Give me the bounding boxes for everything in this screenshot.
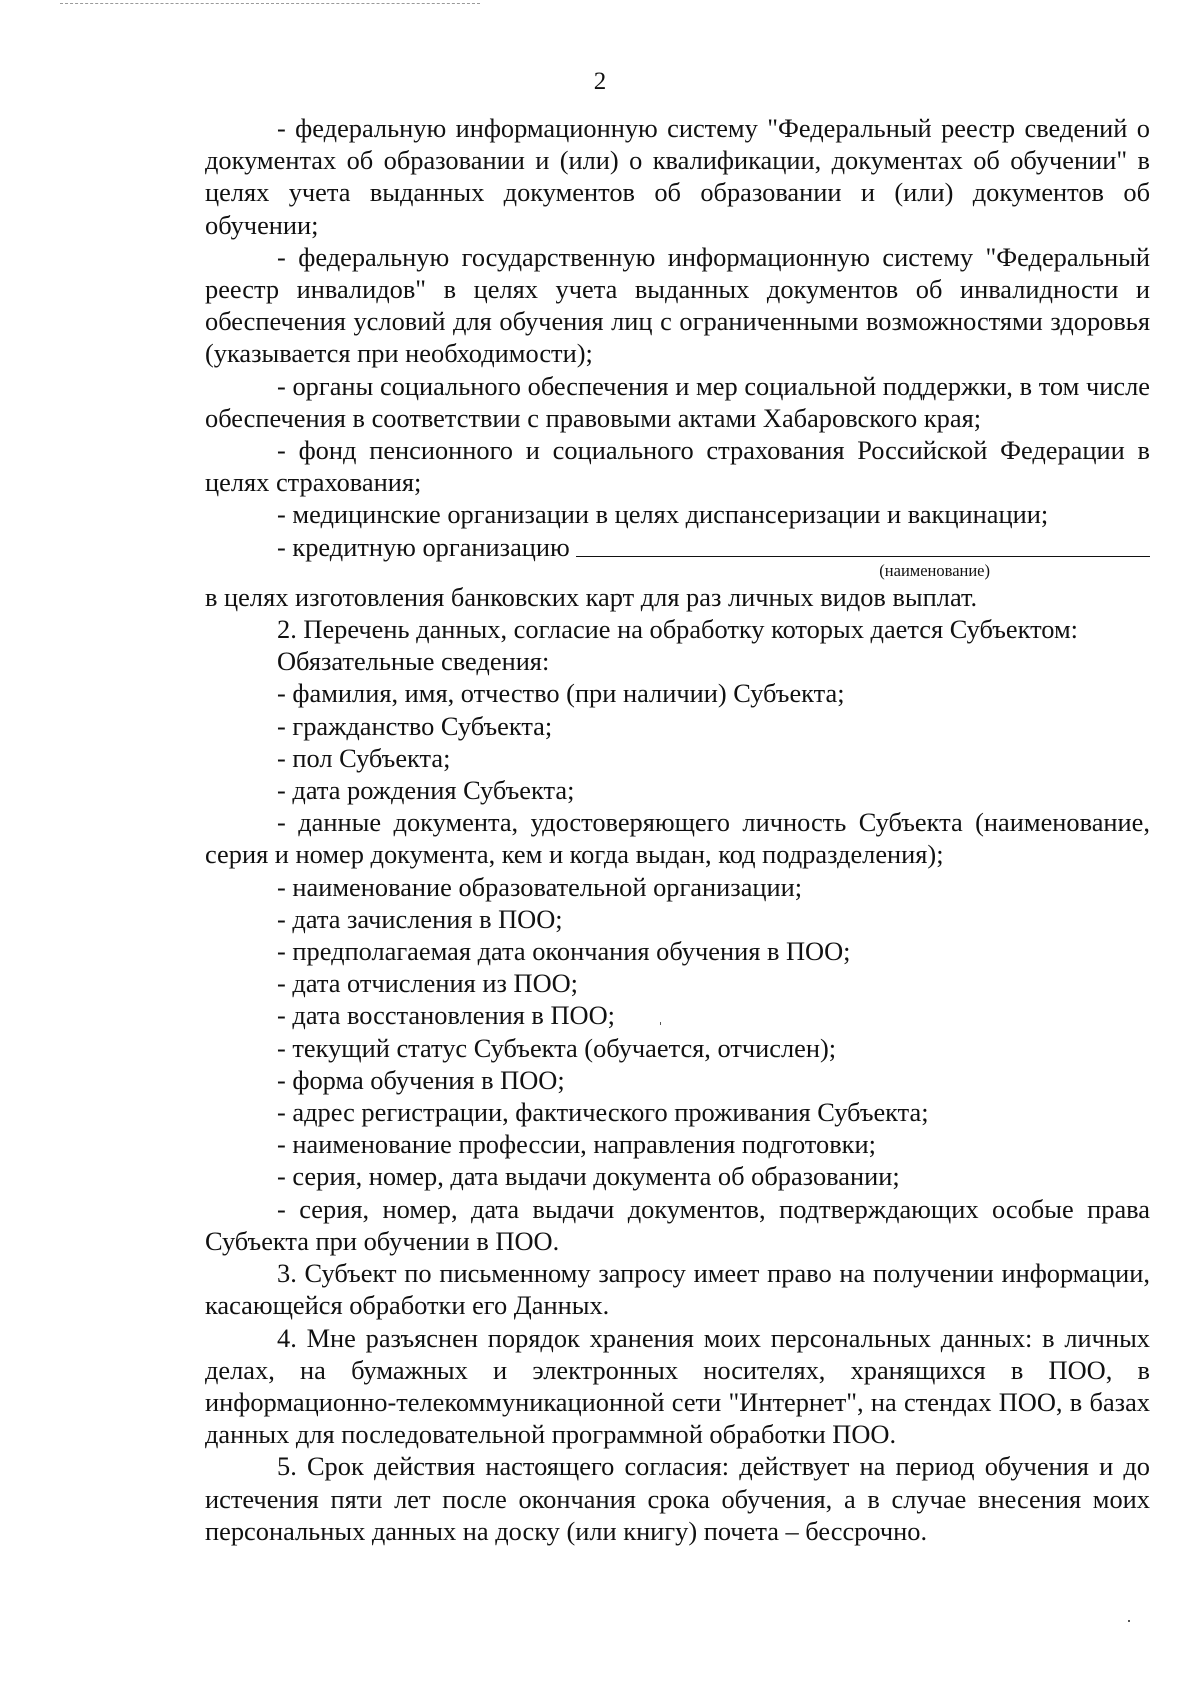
page-number: 2 (593, 68, 607, 95)
list-item: - наименование образовательной организации; (277, 871, 803, 902)
list-item: - предполагаемая дата окончания обучения в ПОО; (277, 936, 851, 967)
credit-org-line (205, 531, 1150, 563)
section-3-paragraph: 3. Субъект по письменному запросу имеет право на получении информации, касающейся обработки его Данных. (205, 1258, 1150, 1321)
credit-org-blank-field[interactable] (576, 556, 1150, 557)
credit-org-caption: (наименование) (879, 560, 990, 580)
scan-artifact-dot (1128, 1620, 1130, 1622)
list-item: - данные документа, удостоверяющего личность Субъекта (наименование, серия и номер документа, кем и когда выдан, код подразделения); (205, 807, 1150, 870)
section-2-subheading: Обязательные сведения: (277, 646, 550, 677)
paragraph-frdo: - федеральную информационную систему "Федеральный реестр сведений о документах об образовании и (или) о квалификации, документах об обучении" в целях учета выданных документов об образовании и (или) документов об обучении; (205, 113, 1150, 240)
section-5-paragraph: 5. Срок действия настоящего согласия: действует на период обучения и до истечения пяти лет после окончания срока обучения, а в случае внесения моих персональных данных на доску (или книгу) почета – бессрочно. (205, 1451, 1150, 1546)
list-item: - фамилия, имя, отчество (при наличии) Субъекта; (277, 678, 845, 709)
list-item: - дата отчисления из ПОО; (277, 968, 579, 999)
list-item: - дата рождения Субъекта; (277, 775, 575, 806)
credit-org-continuation: в целях изготовления банковских карт для раз личных видов выплат. (205, 581, 978, 612)
section-4-paragraph: 4. Мне разъяснен порядок хранения моих персональных данных: в личных делах, на бумажных и электронных носителях, хранящихся в ПОО, в информационно-телекоммуникационной сети "Интернет", на стендах ПОО, в базах данных для последовательной программной обработки ПОО. (205, 1322, 1150, 1450)
list-item: - дата восстановления в ПОО; (277, 1000, 616, 1031)
section-2-heading: 2. Перечень данных, согласие на обработку которых дается Субъектом: (277, 614, 1078, 645)
paragraph-pension-fund: - фонд пенсионного и социального страхования Российской Федерации в целях страхования; (205, 435, 1150, 498)
list-item: - адрес регистрации, фактического проживания Субъекта; (277, 1097, 929, 1128)
paragraph-social-bodies: - органы социального обеспечения и мер социальной поддержки, в том числе обеспечения в соответствии с правовыми актами Хабаровского края; (205, 370, 1150, 433)
list-item: - гражданство Субъекта; (277, 710, 553, 741)
list-item: - пол Субъекта; (277, 742, 451, 773)
scan-artifact-line (60, 3, 480, 4)
paragraph-medical: - медицинские организации в целях диспансеризации и вакцинации; (277, 499, 1049, 530)
list-item: - серия, номер, дата выдачи документа об образовании; (277, 1161, 900, 1192)
credit-org-label: - кредитную организацию (277, 531, 570, 562)
paragraph-fri: - федеральную государственную информационную систему "Федеральный реестр инвалидов" в целях учета выданных документов об инвалидности и обеспечения условий для обучения лиц с ограниченными возможностями здоровья (указывается при необходимости); (205, 241, 1150, 369)
list-item: - серия, номер, дата выдачи документов, подтверждающих особые права Субъекта при обучении в ПОО. (205, 1193, 1150, 1256)
list-item: - текущий статус Субъекта (обучается, отчислен); (277, 1032, 837, 1063)
list-item: - дата зачисления в ПОО; (277, 903, 563, 934)
list-item: - наименование профессии, направления подготовки; (277, 1129, 876, 1160)
document-body (205, 112, 1150, 1547)
list-item: - форма обучения в ПОО; (277, 1064, 565, 1095)
scan-artifact-dot (660, 1022, 661, 1025)
